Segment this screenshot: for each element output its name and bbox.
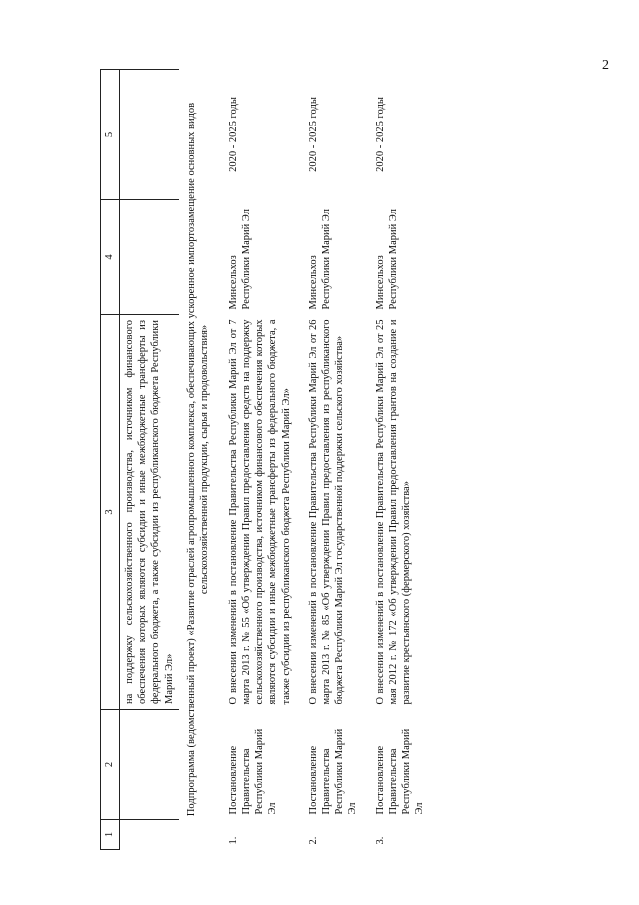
row-responsible: Минсельхоз Республики Марий Эл [227, 209, 253, 310]
row-number: 2. [307, 836, 319, 845]
row-doc-type: Постановление Правительства Республики Марий Эл [307, 728, 359, 815]
row-number: 1. [227, 836, 239, 845]
measures-table [100, 69, 436, 850]
rotated-table-page [100, 70, 620, 850]
row-doc-type: Постановление Правительства Республики Марий Эл [374, 728, 426, 815]
row-content: О внесении изменений в постановление Правительства Республики Марий Эл от 7 марта 2013 г. № 55 «Об утверждении Правил предоставления средств на поддержку сельскохозяйственного производства, источником финансового обеспечения которых являются субсидии и иные межбюджетные трансферты из федерального бюджета, а также субсидии из республиканского бюджета Республики Марий Эл» [227, 319, 292, 705]
table-row [303, 70, 370, 850]
continuation-text: на поддержку сельскохозяйственного производства, источником финансового обеспечения которых являются субсидии и иные межбюджетные трансферты из федерального бюджета, а также субсидии из республиканского бюджета Республики Марий Эл» [120, 315, 179, 710]
row-responsible: Минсельхоз Республики Марий Эл [307, 209, 333, 310]
header-cell: 5 [101, 70, 120, 200]
header-cell: 2 [101, 710, 120, 820]
row-period: 2020 - 2025 годы [227, 97, 239, 172]
subprogram-title: Подпрограмма (ведомственный проект) «Развитие отраслей агропромышленного комплекса, обеспечивающих ускоренное импортозамещение основных видов сельскохозяйственной продукции, сырья и продовольствия» [185, 102, 210, 817]
row-content: О внесении изменений в постановление Правительства Республики Марий Эл от 26 марта 2013 г. № 85 «Об утверждении Правил предоставления из республиканского бюджета Республики Марий Эл государственной поддержки сельского хозяйства» [307, 319, 346, 705]
table-row [370, 70, 437, 850]
header-cell: 1 [101, 820, 120, 850]
row-doc-type: Постановление Правительства Республики Марий Эл [227, 728, 279, 815]
row-content: О внесении изменений в постановление Правительства Республики Марий Эл от 25 мая 2012 г. № 172 «Об утверждении Правил предоставления грантов на создание и развитие крестьянского (фермерского) хозяйства» [374, 319, 413, 705]
row-responsible: Минсельхоз Республики Марий Эл [374, 209, 399, 310]
table-row [223, 70, 303, 850]
row-number: 3. [374, 836, 386, 845]
table-header-row [101, 70, 120, 850]
row-period: 2020 - 2025 годы [374, 97, 386, 172]
subprogram-row [179, 70, 223, 850]
header-cell: 4 [101, 200, 120, 315]
continuation-row [120, 70, 179, 850]
header-cell: 3 [101, 315, 120, 710]
row-period: 2020 - 2025 годы [307, 97, 319, 172]
page-number: 2 [602, 58, 609, 73]
